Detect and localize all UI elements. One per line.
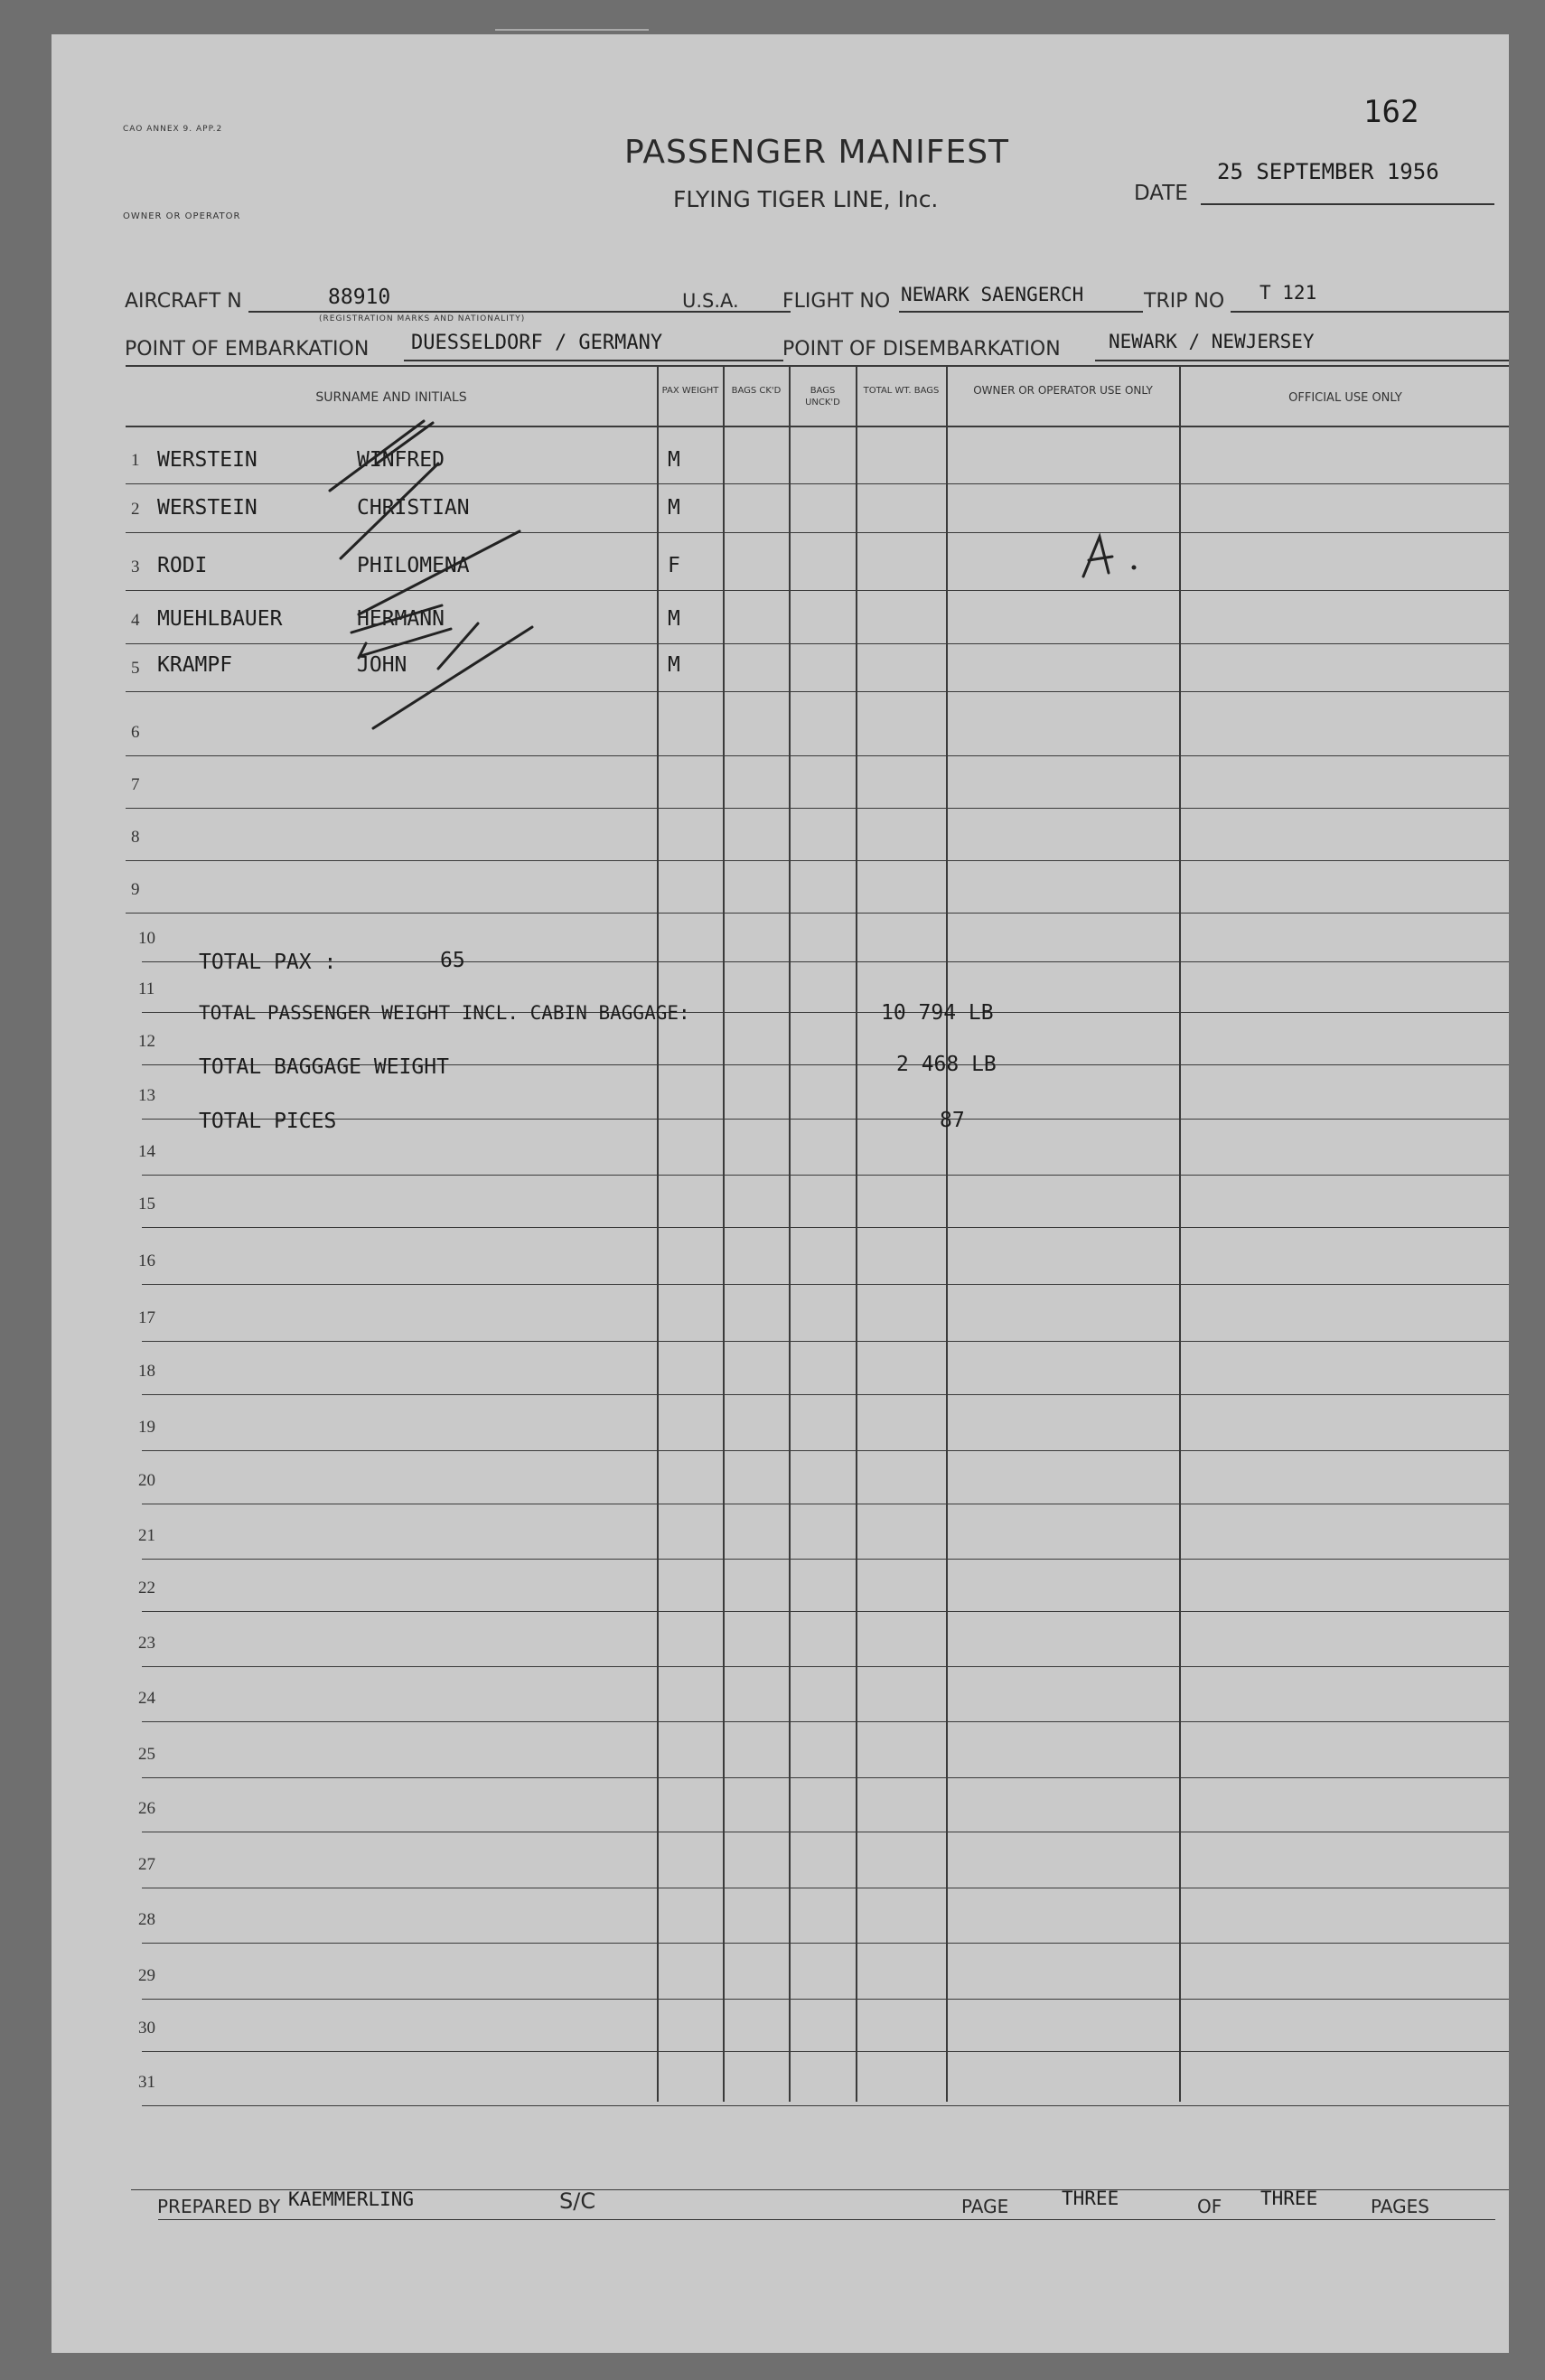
passenger-pax: F [668, 554, 680, 577]
passenger-surname: WERSTEIN [157, 448, 258, 472]
row-number: 3 [131, 558, 140, 576]
row-number: 9 [131, 880, 140, 899]
row-number: 17 [138, 1308, 155, 1327]
flight-no-label: FLIGHT NO [782, 290, 891, 313]
form-reference: CAO ANNEX 9. APP.2 [123, 125, 223, 134]
handwritten-initial-mark [1072, 529, 1163, 584]
pages-label: PAGES [1371, 2196, 1429, 2217]
column-divider [946, 365, 948, 2102]
row-rule [142, 1450, 1509, 1451]
passenger-surname: RODI [157, 554, 208, 577]
of-value: THREE [1260, 2188, 1318, 2209]
row-number: 30 [138, 2019, 155, 2038]
page-number: 162 [1363, 94, 1419, 130]
total-pax-value: 65 [440, 949, 465, 972]
total-pieces-label: TOTAL PICES [199, 1110, 337, 1133]
manifest-sheet [52, 34, 1509, 2353]
row-number: 22 [138, 1579, 155, 1598]
row-number: 6 [131, 723, 140, 742]
row-number: 26 [138, 1799, 155, 1818]
row-number: 14 [138, 1142, 155, 1161]
row-rule [142, 1559, 1509, 1560]
row-number: 8 [131, 828, 140, 847]
passenger-surname: WERSTEIN [157, 496, 258, 520]
row-rule [126, 808, 1509, 809]
row-rule [126, 860, 1509, 861]
passenger-pax: M [668, 496, 680, 520]
prepared-by-value: KAEMMERLING [288, 2188, 415, 2210]
row-rule [126, 913, 1509, 914]
row-rule [142, 1666, 1509, 1667]
header-owner-use: OWNER OR OPERATOR USE ONLY [973, 384, 1153, 397]
row-rule [142, 1284, 1509, 1285]
row-rule [142, 1227, 1509, 1228]
manifest-title: PASSENGER MANIFEST [624, 134, 1010, 171]
passenger-first-name: PHILOMENA [357, 554, 470, 577]
passenger-surname: KRAMPF [157, 653, 233, 677]
date-value: 25 SEPTEMBER 1956 [1217, 159, 1439, 184]
row-rule [142, 1341, 1509, 1342]
trip-no-underline [1231, 311, 1509, 313]
row-number: 31 [138, 2073, 155, 2092]
registration-note: (REGISTRATION MARKS AND NATIONALITY) [319, 314, 526, 323]
header-surname: SURNAME AND INITIALS [315, 390, 467, 405]
of-label: OF [1197, 2196, 1222, 2217]
row-rule [142, 1175, 1509, 1176]
passenger-first-name: HERMANN [357, 607, 445, 631]
row-number: 11 [138, 979, 155, 998]
row-number: 4 [131, 611, 140, 630]
total-pax-label: TOTAL PAX : [199, 951, 337, 974]
embarkation-label: POINT OF EMBARKATION [125, 338, 370, 361]
passenger-first-name: WINFRED [357, 448, 445, 472]
passenger-pax: M [668, 607, 680, 631]
disembarkation-underline [1095, 360, 1509, 361]
row-number: 28 [138, 1910, 155, 1929]
owner-operator-label: OWNER OR OPERATOR [123, 211, 241, 221]
total-weight-label: TOTAL PASSENGER WEIGHT INCL. CABIN BAGGAGE: [199, 1002, 690, 1024]
page-value: THREE [1062, 2188, 1119, 2209]
passenger-first-name: JOHN [357, 653, 407, 677]
row-rule [142, 2105, 1509, 2106]
sc-mark: S/C [559, 2188, 596, 2214]
row-rule [142, 1999, 1509, 2000]
passenger-pax: M [668, 448, 680, 472]
row-rule [142, 1611, 1509, 1612]
row-number: 2 [131, 500, 140, 519]
row-number: 19 [138, 1418, 155, 1437]
row-rule [142, 1777, 1509, 1778]
date-label: DATE [1134, 182, 1188, 205]
row-number: 13 [138, 1086, 155, 1105]
row-number: 25 [138, 1745, 155, 1764]
row-number: 5 [131, 659, 140, 678]
row-number: 12 [138, 1032, 155, 1051]
handwritten-check-strokes [323, 369, 865, 748]
total-pieces-value: 87 [940, 1109, 965, 1132]
row-number: 24 [138, 1689, 155, 1708]
disembarkation-label: POINT OF DISEMBARKATION [782, 338, 1061, 361]
aircraft-label: AIRCRAFT N [125, 290, 242, 313]
row-rule [126, 755, 1509, 756]
total-weight-value: 10 794 LB [881, 1001, 994, 1025]
passenger-surname: MUEHLBAUER [157, 607, 283, 631]
row-rule [142, 2051, 1509, 2052]
row-number: 18 [138, 1362, 155, 1381]
footer-underline [158, 2219, 1495, 2220]
date-underline [1201, 203, 1494, 205]
page-label: PAGE [961, 2196, 1009, 2217]
prepared-by-label: PREPARED BY [157, 2196, 281, 2217]
total-baggage-value: 2 468 LB [896, 1053, 997, 1076]
flight-no-value: NEWARK SAENGERCH [901, 284, 1084, 305]
row-number: 27 [138, 1855, 155, 1874]
row-number: 29 [138, 1966, 155, 1985]
column-divider [1179, 365, 1181, 2102]
disembarkation-value: NEWARK / NEWJERSEY [1109, 331, 1315, 352]
table-top-border [126, 365, 1509, 367]
row-rule [142, 961, 1509, 962]
row-rule [142, 1394, 1509, 1395]
airline-name: FLYING TIGER LINE, Inc. [673, 186, 939, 212]
row-number: 20 [138, 1471, 155, 1490]
trip-no-label: TRIP NO [1144, 290, 1225, 313]
row-number: 21 [138, 1526, 155, 1545]
embarkation-value: DUESSELDORF / GERMANY [411, 332, 663, 354]
row-number: 15 [138, 1195, 155, 1213]
flight-no-underline [899, 311, 1143, 313]
header-bags-checked: BAGS CK'D [731, 386, 782, 396]
total-baggage-label: TOTAL BAGGAGE WEIGHT [199, 1055, 449, 1079]
aircraft-registration: 88910 [328, 286, 391, 309]
trip-no-value: T 121 [1259, 282, 1317, 304]
row-number: 10 [138, 929, 155, 948]
header-pax-weight: PAX WEIGHT [661, 386, 719, 396]
header-bags-unchecked: BAGS UNCK'D [805, 386, 840, 408]
header-official-use: OFFICIAL USE ONLY [1288, 391, 1402, 405]
row-number: 7 [131, 775, 140, 794]
row-rule [142, 1721, 1509, 1722]
row-number: 23 [138, 1634, 155, 1653]
row-number: 1 [131, 451, 140, 470]
scan-edge [495, 29, 649, 31]
row-rule [142, 1119, 1509, 1120]
country: U.S.A. [682, 290, 739, 312]
row-rule [142, 1943, 1509, 1944]
header-total-weight-bags: TOTAL WT. BAGS [863, 386, 940, 396]
passenger-first-name: CHRISTIAN [357, 496, 470, 520]
passenger-pax: M [668, 653, 680, 677]
row-number: 16 [138, 1251, 155, 1270]
embarkation-underline [404, 360, 783, 361]
